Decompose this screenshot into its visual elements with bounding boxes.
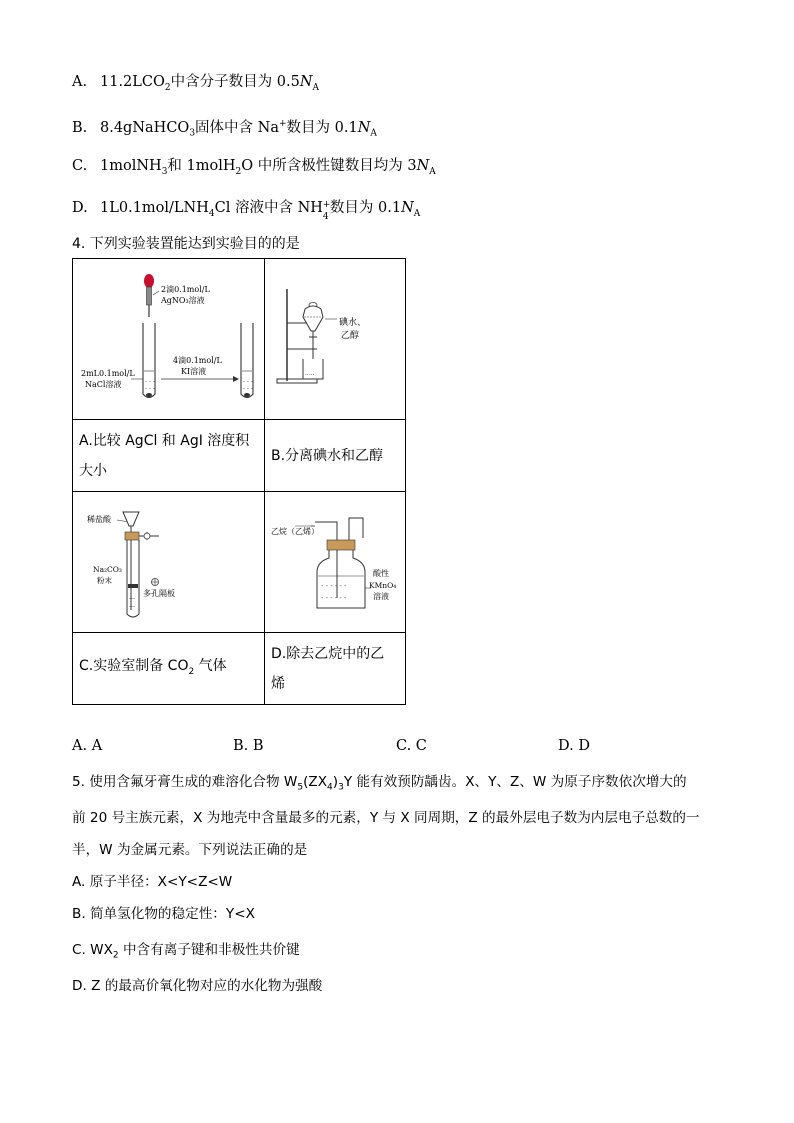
stand-base	[277, 379, 317, 383]
option-d-text: D.除去乙烷中的乙	[271, 645, 385, 662]
apparatus-b-diagram	[265, 259, 405, 415]
sub: 2	[188, 666, 195, 677]
text: 中含有离子键和非极性共价键	[118, 942, 300, 958]
option-d-text-2: 烯	[271, 675, 285, 692]
sub: 4	[322, 212, 329, 222]
gas-label: 乙烷（乙烯）	[271, 527, 319, 536]
text: (ZX	[303, 774, 328, 790]
q5-option-a: A. 原子半径：X<Y<Z<W	[72, 874, 233, 890]
tube1b-label: NaCl溶液	[85, 380, 122, 389]
fig-b-label1: 碘水、	[339, 318, 367, 328]
q5-stem-line1	[72, 772, 687, 798]
cell-label-d	[265, 633, 406, 705]
precipitate	[244, 393, 250, 397]
sub: A	[429, 166, 436, 177]
tube1-label: 2mL0.1mol/L	[81, 369, 135, 378]
sub: 5	[297, 782, 304, 793]
cell-fig-a	[73, 259, 265, 420]
sup: +	[322, 200, 331, 210]
apparatus-d-diagram	[265, 492, 405, 628]
reagent-label-3: 溶液	[373, 592, 389, 601]
option-a-text-2: 大小	[79, 462, 107, 479]
cell-fig-c	[73, 492, 265, 633]
separatory-funnel	[303, 306, 323, 331]
q5-stem-line3: 半，W 为金属元素。下列说法正确的是	[72, 842, 308, 858]
sub: 2	[164, 82, 171, 93]
sub: 3	[189, 128, 196, 139]
q5-stem-line2: 前 20 号主族元素，X 为地壳中含量最多的元素，Y 与 X 同周期，Z 的最外层电子数为内层电子总数的一	[72, 810, 700, 826]
plate-label: 多孔隔板	[143, 589, 175, 598]
porous-plate	[128, 584, 138, 588]
reagent-label-1: 酸性	[373, 569, 389, 578]
q3-option-b	[72, 114, 377, 144]
bottle-stopper	[327, 540, 355, 550]
liquid-dashes: - - - - - -	[321, 594, 347, 602]
powder-label-1: Na₂CO₃	[93, 565, 122, 574]
apparatus-c-diagram	[73, 492, 264, 628]
precipitate	[146, 393, 152, 397]
text: 中含分子数目为 0.5	[170, 74, 300, 90]
text: Cl 溶液中含 NH	[214, 200, 323, 216]
text: 8.4gNaHCO	[100, 119, 190, 136]
q4-answer-d: D. D	[558, 738, 590, 754]
sup: +	[279, 119, 287, 129]
avogadro-symbol: N	[416, 158, 430, 174]
sub: 2	[235, 166, 242, 177]
cell-label-b: B.分离碘水和乙醇	[265, 420, 406, 492]
text: 和 1molH	[167, 158, 236, 174]
drop1b-label: AgNO₃溶液	[161, 296, 205, 305]
avogadro-symbol: N	[401, 200, 414, 216]
sub: 4	[208, 208, 215, 219]
sub: 2	[112, 950, 119, 961]
text: 1L0.1mol/LNH	[100, 200, 209, 216]
dropper-tube	[147, 287, 152, 305]
sub: A	[413, 208, 421, 219]
q5-option-d: D. Z 的最高价氧化物对应的水化物为强酸	[72, 978, 323, 994]
text: Y 能有效预防龋齿。X、Y、Z、W 为原子序数依次增大的	[343, 774, 687, 790]
liquid-dashes: - - -	[243, 378, 253, 385]
q5-option-b: B. 简单氢化物的稳定性：Y<X	[72, 906, 255, 922]
text: 1molNH	[100, 158, 162, 174]
q3-option-c	[72, 156, 436, 182]
cell-label-a	[73, 420, 265, 492]
arrow-head	[233, 376, 239, 382]
cell-fig-d	[265, 492, 406, 633]
liquid-dashes: ---	[129, 603, 136, 610]
text: 固体中含 Na	[195, 119, 279, 136]
q4-apparatus-table	[72, 258, 406, 705]
dropper-bulb	[144, 274, 154, 288]
liquid-dashes: - - -	[145, 385, 155, 392]
long-neck-funnel	[123, 512, 139, 526]
option-label: D.	[72, 200, 88, 216]
text: 气体	[194, 657, 227, 674]
sub: 3	[161, 166, 168, 177]
q4-answer-b: B. B	[233, 738, 264, 754]
sub: A	[370, 128, 377, 139]
drop2-label: 4滴0.1mol/L	[173, 356, 222, 365]
liquid-dashes: ---	[129, 595, 136, 602]
avogadro-symbol: N	[299, 74, 313, 90]
nh4-charge	[322, 200, 331, 222]
text: 数目为 0.1	[329, 200, 402, 216]
beaker-liquid: ·····	[305, 372, 315, 379]
powder-label-2: 粉末	[97, 576, 112, 585]
sub: 3	[338, 782, 344, 793]
option-label: A.	[72, 74, 88, 90]
cell-fig-b	[265, 259, 406, 420]
q4-stem: 4. 下列实验装置能达到实验目的的是	[72, 236, 300, 252]
q4-answer-c: C. C	[396, 738, 427, 754]
rubber-stopper	[125, 532, 139, 540]
q4-answer-a: A. A	[72, 738, 103, 754]
acid-label: 稀盐酸	[87, 515, 111, 524]
option-a-text: A.比较 AgCl 和 AgI 溶度积	[79, 432, 250, 449]
sub: 4	[327, 782, 333, 793]
text: )	[332, 774, 339, 790]
option-label: C.	[72, 158, 88, 174]
cell-label-c	[73, 633, 265, 705]
text: 11.2LCO	[100, 74, 165, 90]
avogadro-symbol: N	[357, 119, 371, 136]
reagent-label-2: KMnO₄	[369, 581, 397, 590]
text: 5. 使用含氟牙膏生成的难溶化合物 W	[72, 774, 298, 790]
text: C.实验室制备 CO	[79, 657, 189, 674]
apparatus-a-diagram	[73, 259, 264, 415]
liquid-dashes: - - - - - -	[321, 582, 347, 590]
q5-option-c	[72, 940, 300, 966]
drop2b-label: KI溶液	[181, 367, 207, 376]
text: O 中所含极性键数目均为 3	[241, 158, 417, 174]
liquid-dashes: - - -	[145, 378, 155, 385]
q3-option-d	[72, 198, 420, 224]
fig-b-label2: 乙醇	[341, 331, 360, 341]
text: C. WX	[72, 942, 113, 958]
valve-knob	[144, 533, 150, 539]
liquid-dashes: - - -	[243, 385, 253, 392]
drop1-label: 2滴0.1mol/L	[161, 285, 210, 294]
pointer-line	[153, 291, 159, 295]
option-label: B.	[72, 119, 88, 136]
text: 数目为 0.1	[286, 119, 358, 136]
sub: A	[312, 82, 319, 93]
q3-option-a	[72, 72, 319, 98]
